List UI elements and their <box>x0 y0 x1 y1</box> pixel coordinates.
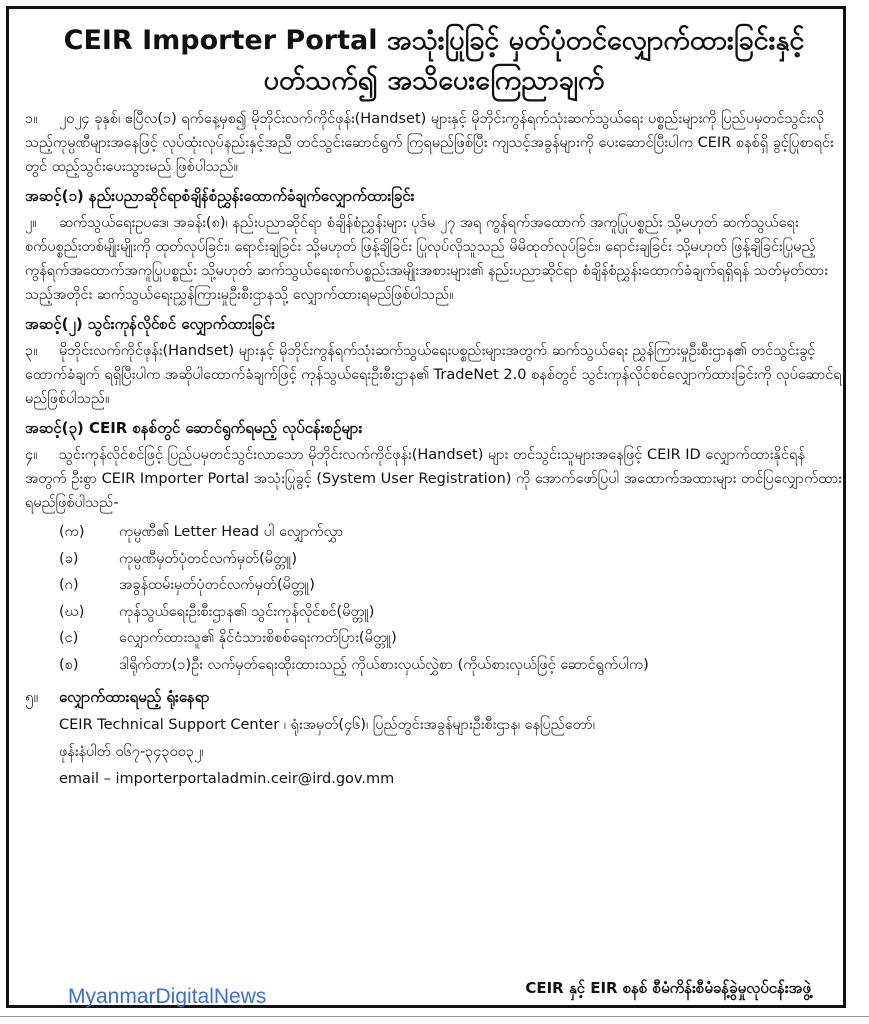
list-item <box>25 652 843 679</box>
paragraph-5-number: ၅။ <box>25 688 38 706</box>
paragraph-2-number: ၂။ <box>25 215 37 231</box>
phone-line: ဖုန်းနံပါတ် ၀၆၇-၃၄၃၀၀၃၂၊ <box>59 744 204 760</box>
office-heading-text: လျှောက်ထားရမည့် ရုံးနေရာ <box>59 688 210 706</box>
list-item-text: အခွန်ထမ်းမှတ်ပုံတင်လက်မှတ်(မိတ္တူ) <box>119 577 315 593</box>
heading-office-location <box>25 684 843 710</box>
list-item-mark: (င) <box>59 630 79 646</box>
paragraph-4-number: ၄။ <box>25 447 38 463</box>
list-item <box>25 572 843 599</box>
paragraph-2-text: ဆက်သွယ်ရေးဥပဒေ၊ အခန်း(၈)၊ နည်းပညာဆိုင်ရာ စံချိန်စံညွှန်းများ ပုဒ်မ ၂၇ အရ ကွန်ရက်အထောက် အကူပြုပစ္စည်း သို့မဟုတ် ဆက်သွယ်ရေးစက်ပစ္စည်းတစ်မျိုးမျိုးကို ထုတ်လုပ်ခြင်း၊ ရောင်းချခြင်း သို့မဟုတ် ဖြန့်ချိခြင်း ပြုလုပ်လိုသူသည် မိမိထုတ်လုပ်ခြင်း၊ ရောင်းချခြင်း သို့မဟုတ် ဖြန့်ချိခြင်းပြုမည့် ကွန်ရက်အထောက်အကူပြုပစ္စည်း သို့မဟုတ် ဆက်သွယ်ရေးစက်ပစ္စည်းအမျိုးအစားများ၏ နည်းပညာဆိုင်ရာ စံချိန်စံညွှန်းထောက်ခံချက်ရရှိရန် သတ်မှတ်ထားသည့်အတိုင်း ဆက်သွယ်ရေးညွှန်ကြားမှုဦးစီးဌာနသို့ လျှောက်ထားရမည်ဖြစ်ပါသည်။ <box>25 215 828 303</box>
document-border <box>6 6 846 1008</box>
heading-step-3: အဆင့်(၃) CEIR စနစ်တွင် ဆောင်ရွက်ရမည့် လုပ်ငန်းစဉ်များ <box>25 419 363 437</box>
email-line: email – importerportaladmin.ceir@ird.gov.mm <box>59 771 395 787</box>
list-item <box>25 519 843 546</box>
list-item-mark: (ခ) <box>59 550 79 567</box>
paragraph-3 <box>25 339 843 411</box>
list-item-text: ကုန်သွယ်ရေးဦးစီးဌာန၏ သွင်းကုန်လိုင်စင်(မိတ္တူ) <box>119 603 375 620</box>
requirements-list <box>25 519 843 678</box>
list-item-mark: (က) <box>59 524 85 540</box>
list-item <box>25 599 843 626</box>
paragraph-1-number: ၁။ <box>25 111 38 127</box>
list-item-mark: (စ) <box>59 656 79 673</box>
paragraph-1 <box>25 107 843 179</box>
title-line-2: ပတ်သက်၍ အသိပေးကြေညာချက် <box>263 65 605 96</box>
paragraph-1-text: ၂၀၂၄ ခုနှစ်၊ ဧပြီလ(၁) ရက်နေ့မှစ၍ မိုဘိုင်းလက်ကိုင်ဖုန်း(Handset) များနှင့် မိုဘိုင်းကွန်ရက်သုံးဆက်သွယ်ရေး ပစ္စည်းများကို ပြည်ပမှတင်သွင်းလိုသည့်ကုမ္ပဏီများအနေဖြင့် လုပ်ထုံးလုပ်နည်းနှင့်အညီ တင်သွင်းဆောင်ရွက် ကြရမည်ဖြစ်ပြီး ကျသင့်အခွန်များကို ပေးဆောင်ပြီးပါက CEIR စနစ်ရှိ ခွင့်ပြုစာရင်းတွင် ထည့်သွင်းပေးသွားမည် ဖြစ်ပါသည်။ <box>25 111 834 175</box>
paragraph-4-text: သွင်းကုန်လိုင်စင်ဖြင့် ပြည်ပမှတင်သွင်းလာသော မိုဘိုင်းလက်ကိုင်ဖုန်း(Handset) များ တင်သွင်းသူများအနေဖြင့် CEIR ID လျှောက်ထားနိုင်ရန်အတွက် ဦးစွာ CEIR Importer Portal အသုံးပြုခွင့် (System User Registration) ကို အောက်ဖော်ပြပါ အထောက်အထားများ တင်ပြလျှောက်ထားရမည်ဖြစ်ပါသည်- <box>25 447 842 511</box>
heading-step-1: အဆင့်(၁) နည်းပညာဆိုင်ရာစံချိန်စံညွှန်းထောက်ခံချက်လျှောက်ထားခြင်း <box>25 187 415 205</box>
paragraph-3-number: ၃။ <box>25 343 38 359</box>
paragraph-3-text: မိုဘိုင်းလက်ကိုင်ဖုန်း(Handset) များနှင့် မိုဘိုင်းကွန်ရက်သုံးဆက်သွယ်ရေးပစ္စည်းများအတွက် ဆက်သွယ်ရေး ညွှန်ကြားမှုဦးစီးဌာန၏ တင်သွင်းခွင့်ထောက်ခံချက် ရရှိပြီးပါက အဆိုပါထောက်ခံချက်ဖြင့် ကုန်သွယ်ရေးဦးစီးဌာန၏ TradeNet 2.0 စနစ်တွင် သွင်းကုန်လိုင်စင်လျှောက်ထားခြင်းကို လုပ်ဆောင်ရမည်ဖြစ်ပါသည်။ <box>25 343 842 407</box>
document-body <box>25 21 843 793</box>
paragraph-4 <box>25 443 843 515</box>
signature-block: CEIR နှင့် EIR စနစ် စီမံကိန်းစီမံခန့်ခွဲမှုလုပ်ငန်းအဖွဲ့ <box>525 979 811 997</box>
list-item <box>25 625 843 652</box>
address-line-1: CEIR Technical Support Center ၊ ရုံးအမှတ်(၄၆)၊ ပြည်တွင်းအခွန်များဦးစီးဌာန၊ နေပြည်တော်၊ <box>59 717 596 733</box>
list-item-mark: (ဃ) <box>59 603 85 620</box>
paragraph-2 <box>25 211 843 307</box>
list-item-text: ဒါရိုက်တာ(၁)ဦး လက်မှတ်ရေးထိုးထားသည့် ကိုယ်စားလှယ်လွှဲစာ (ကိုယ်စားလှယ်ဖြင့် ဆောင်ရွက်ပါက) <box>119 656 649 673</box>
list-item-text: ကုမ္ပဏီ၏ Letter Head ပါ လျှောက်လွှာ <box>119 524 344 540</box>
heading-step-2: အဆင့်(၂) သွင်းကုန်လိုင်စင် လျှောက်ထားခြင်း <box>25 315 275 333</box>
list-item-text: လျှောက်ထားသူ၏ နိုင်ငံသားစိစစ်ရေးကတ်ပြား(မိတ္တူ) <box>119 630 397 646</box>
list-item-text: ကုမ္ပဏီမှတ်ပုံတင်လက်မှတ်(မိတ္တူ) <box>119 550 297 567</box>
title-line-1: CEIR Importer Portal အသုံးပြုခြင့် မှတ်ပုံတင်လျှောက်ထားခြင်းနှင့် <box>63 25 805 56</box>
list-item <box>25 546 843 573</box>
watermark: MyanmarDigitalNews <box>68 985 267 1008</box>
page-divider <box>0 1016 869 1017</box>
list-item-mark: (ဂ) <box>59 577 79 593</box>
